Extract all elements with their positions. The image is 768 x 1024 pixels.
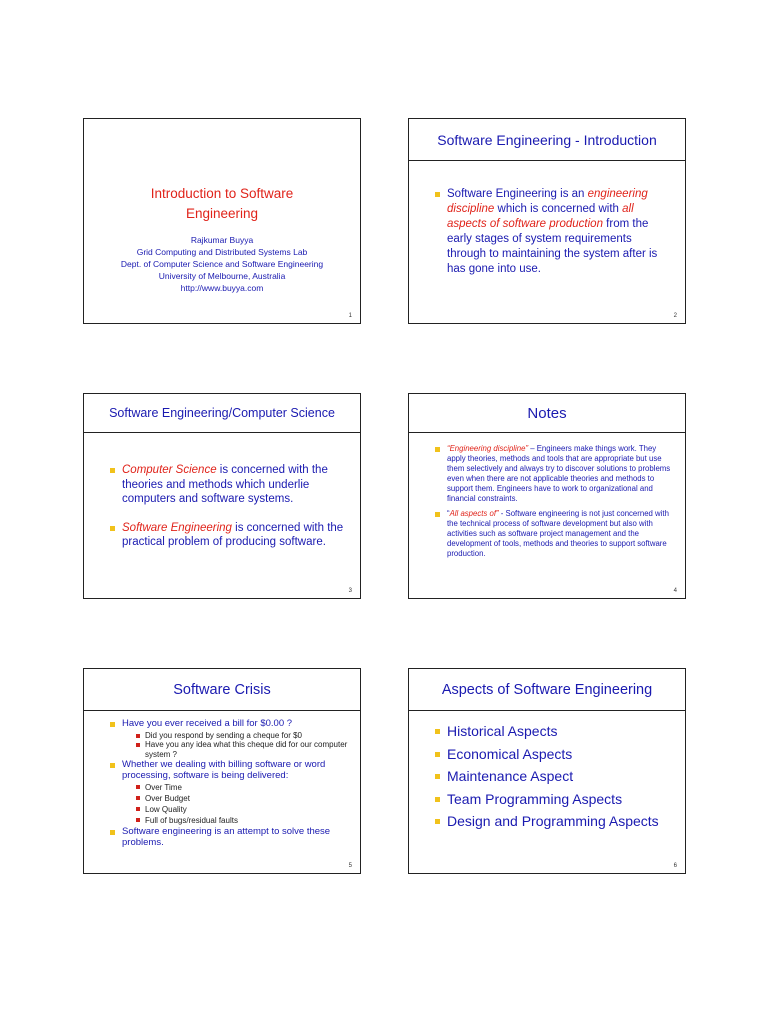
open-quote: “ <box>447 509 450 518</box>
slide-number: 3 <box>348 588 352 594</box>
slide-number: 6 <box>673 863 677 869</box>
slide-2-bullets <box>435 187 673 277</box>
slide-6-item: Economical Aspects <box>435 743 679 766</box>
slide-5-title: Software Crisis <box>173 681 271 698</box>
sub-bullet: Over Time <box>136 782 350 793</box>
slide-6-item: Historical Aspects <box>435 720 679 743</box>
highlight-all-aspects: All aspects of” <box>449 509 499 518</box>
sub-bullet: Over Budget <box>136 793 350 804</box>
university-name: University of Melbourne, Australia <box>158 271 286 281</box>
bullet-text: is concerned with the theories and methods which underlie computers and software systems. <box>122 464 328 505</box>
slide-6 <box>408 668 686 874</box>
slide-4-title: Notes <box>527 404 567 422</box>
slide-3 <box>83 393 361 599</box>
bullet-text: Whether we dealing with billing software or word processing, software is being delivered: <box>122 759 326 781</box>
slide-4-bullet-1 <box>435 444 675 504</box>
bullet-text: Software engineering is an attempt to solve these problems. <box>122 826 331 848</box>
slide-5-content <box>110 719 350 848</box>
slide-6-item: Maintenance Aspect <box>435 765 679 788</box>
sub-bullet: Full of bugs/residual faults <box>136 815 350 826</box>
slide-6-title: Aspects of Software Engineering <box>441 681 653 698</box>
author-name: Rajkumar Buyya <box>190 235 254 245</box>
slide-4-bullets <box>435 444 675 559</box>
slide-4 <box>408 393 686 599</box>
highlight-engineering-discipline: engineering discipline <box>447 188 648 215</box>
slide-3-bullet-1 <box>110 463 348 507</box>
slide-6-item: Team Programming Aspects <box>435 788 679 811</box>
highlight-computer-science: Computer Science <box>122 464 217 476</box>
highlight-engineering-discipline: “Engineering discipline” <box>447 444 529 453</box>
sub-bullets <box>122 731 350 760</box>
slide-5-title-bar <box>84 669 360 711</box>
bullet-text: from the early stages of system requirements through to maintaining the system after is has gone into use. <box>447 218 658 275</box>
slide-number: 2 <box>673 313 677 319</box>
slide-5-bullet-3 <box>110 827 350 848</box>
bullet-text: which is concerned with <box>494 203 623 215</box>
slide-6-bullets <box>435 720 679 833</box>
slide-2-title-bar <box>409 119 685 161</box>
slide-2-title: Software Engineering - Introduction <box>437 131 657 148</box>
website-url: http://www.buyya.com <box>180 283 264 293</box>
slide-4-bullet-2 <box>435 509 675 559</box>
slide-5-bullet-1 <box>110 719 350 759</box>
slide-1-author-block <box>84 234 360 294</box>
bullet-text: – Engineers make things work. They apply theories, methods and tools that are appropriate but use them selectively and always try to discover solutions to problems even when there are not applicable theories and methods to support them. Engineers have to work to organizational and financial constraints. <box>447 444 671 503</box>
highlight-all-aspects: all aspects of software production <box>447 203 634 230</box>
bullet-text: Have you ever received a bill for $0.00 ? <box>122 718 293 729</box>
slide-5-bullets <box>110 719 350 848</box>
bullet-text: - Software engineering is not just concerned with the technical process of software development but also with activities such as software project management and the development of tools, methods and theories to support software production. <box>447 509 669 558</box>
highlight-software-engineering: Software Engineering <box>122 521 232 534</box>
sub-bullet: Did you respond by sending a cheque for $0 <box>136 731 350 741</box>
slide-3-title-bar <box>84 394 360 433</box>
sub-bullets <box>122 782 350 826</box>
bullet-text: is concerned with the practical problem of producing software. <box>122 521 344 548</box>
slide-5 <box>83 668 361 874</box>
slide-number: 4 <box>673 588 677 594</box>
slide-6-item: Design and Programming Aspects <box>435 810 679 833</box>
sub-bullet: Have you any idea what this cheque did for our computer system ? <box>136 740 350 759</box>
slide-2 <box>408 118 686 324</box>
slide-5-bullet-2 <box>110 760 350 826</box>
slide-number: 1 <box>348 313 352 319</box>
slide-2-bullet <box>435 187 673 277</box>
dept-name: Dept. of Computer Science and Software Engineering <box>120 259 324 269</box>
slide-3-bullet-2 <box>110 521 348 550</box>
lab-name: Grid Computing and Distributed Systems Lab <box>136 247 308 257</box>
slide-1-title-line-2: Engineering <box>185 206 259 221</box>
sub-bullet: Low Quality <box>136 804 350 815</box>
slide-1-title-line-1: Introduction to Software <box>150 186 294 201</box>
slide-6-title-bar <box>409 669 685 711</box>
slide-1-title <box>84 184 360 224</box>
bullet-text: Software Engineering is an <box>447 188 588 200</box>
slide-3-title: Software Engineering/Computer Science <box>109 406 335 420</box>
slide-3-bullets <box>110 463 348 550</box>
slide-1 <box>83 118 361 324</box>
slide-number: 5 <box>348 863 352 869</box>
slide-4-title-bar <box>409 394 685 433</box>
